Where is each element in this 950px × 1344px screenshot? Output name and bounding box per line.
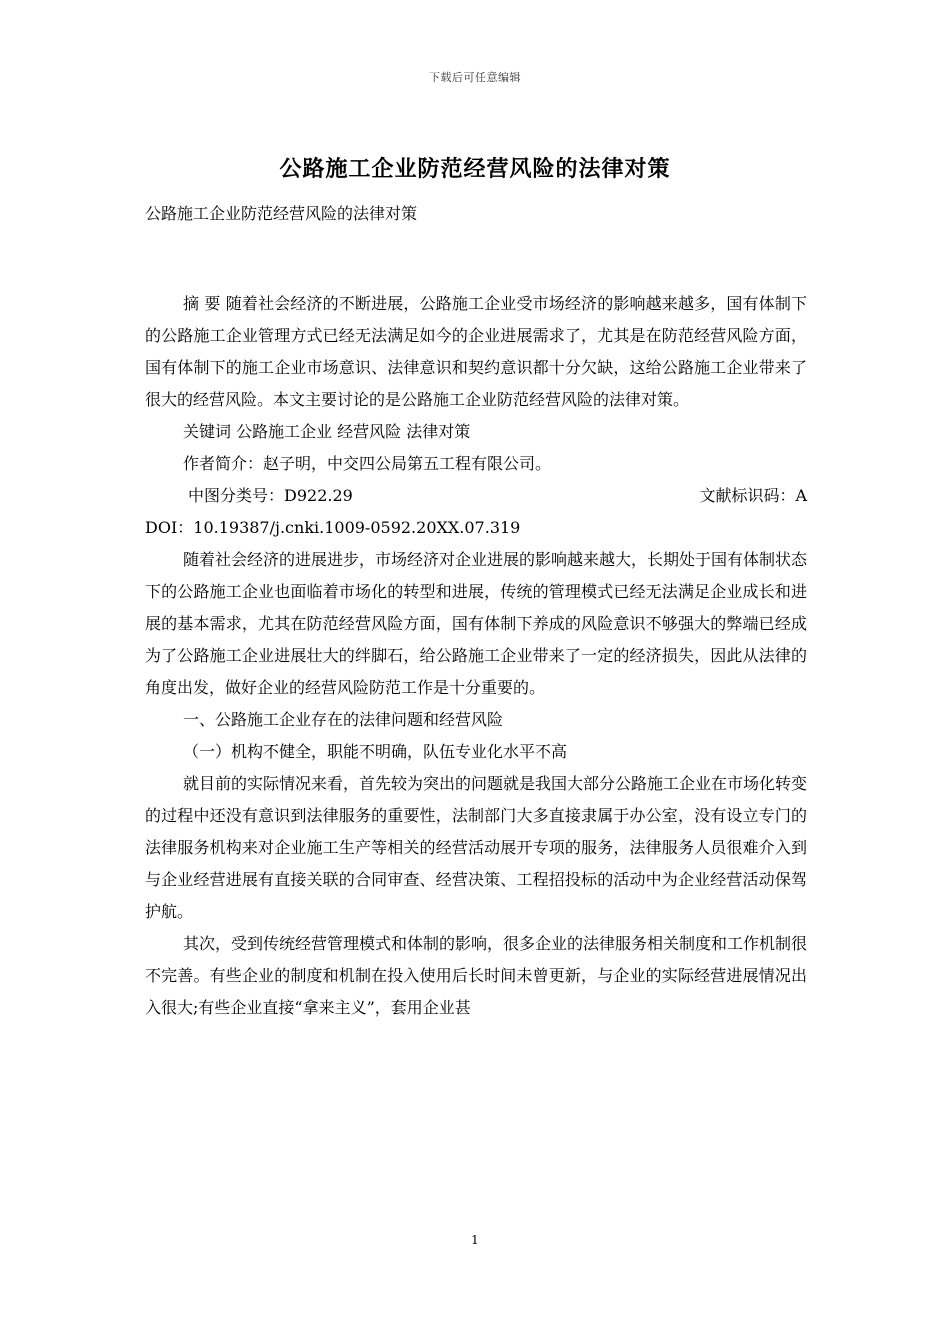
document-title: 公路施工企业防范经营风险的法律对策 bbox=[279, 156, 671, 182]
classification-row bbox=[145, 480, 807, 512]
body-paragraph: 就目前的实际情况来看，首先较为突出的问题就是我国大部分公路施工企业在市场化转变的过程中还没有意识到法律服务的重要性，法制部门大多直接隶属于办公室，没有设立专门的法律服务机构来对企业施工生产等相关的经营活动展开专项的服务，法律服务人员很难介入到与企业经营进展有直接关联的合同审查、经营决策、工程招投标的活动中为企业经营活动保驾护航。 bbox=[145, 774, 808, 921]
classification-number: 中图分类号：D922.29 bbox=[188, 486, 353, 505]
document-subtitle: 公路施工企业防范经营风险的法律对策 bbox=[145, 204, 418, 223]
spacer bbox=[145, 230, 807, 288]
intro-paragraph: 随着社会经济的进展进步，市场经济对企业进展的影响越来越大，长期处于国有体制状态下的公路施工企业也面临着市场化的转型和进展，传统的管理模式已经无法满足企业成长和进展的基本需求，尤其在防范经营风险方面，国有体制下养成的风险意识不够强大的弊端已经成为了公路施工企业进展壮大的绊脚石，给公路施工企业带来了一定的经济损失，因此从法律的角度出发，做好企业的经营风险防范工作是十分重要的。 bbox=[145, 550, 808, 697]
section-heading: 一、公路施工企业存在的法律问题和经营风险 bbox=[183, 710, 504, 729]
keywords-line: 关键词 公路施工企业 经营风险 法律对策 bbox=[183, 422, 471, 441]
doi-line: DOI：10.19387/j.cnki.1009-0592.20XX.07.319 bbox=[145, 518, 521, 537]
header-note: 下载后可任意编辑 bbox=[429, 71, 521, 84]
subsection-heading: （一）机构不健全，职能不明确，队伍专业化水平不高 bbox=[183, 742, 568, 761]
author-line: 作者简介：赵子明，中交四公局第五工程有限公司。 bbox=[183, 454, 552, 473]
body-paragraph: 其次，受到传统经营管理模式和体制的影响，很多企业的法律服务相关制度和工作机制很不完善。有些企业的制度和机制在投入使用后长时间未曾更新，与企业的实际经营进展情况出入很大;有些企业直接“拿来主义”，套用企业甚 bbox=[145, 934, 808, 1017]
abstract-paragraph: 摘 要 随着社会经济的不断进展，公路施工企业受市场经济的影响越来越多，国有体制下的公路施工企业管理方式已经无法满足如今的企业进展需求了，尤其是在防范经营风险方面，国有体制下的施工企业市场意识、法律意识和契约意识都十分欠缺，这给公路施工企业带来了很大的经营风险。本文主要讨论的是公路施工企业防范经营风险的法律对策。 bbox=[145, 294, 807, 409]
document-body bbox=[145, 198, 807, 1024]
page-number: 1 bbox=[471, 1233, 479, 1247]
document-code: 文献标识码：A bbox=[699, 486, 807, 505]
